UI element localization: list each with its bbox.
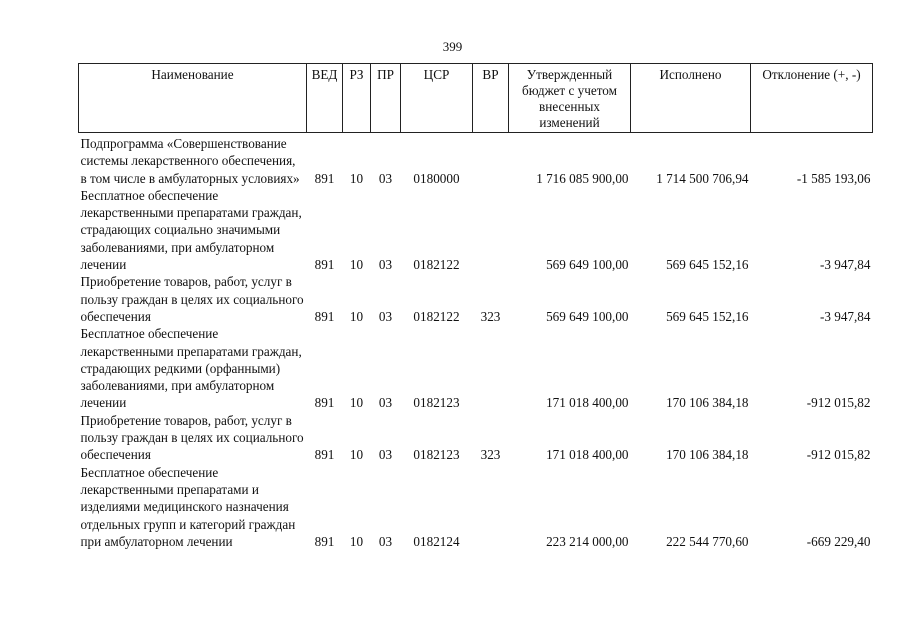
row-approved: 171 018 400,00 (546, 447, 629, 463)
row-pr: 03 (378, 257, 393, 273)
header-name: Наименование (79, 64, 307, 133)
row-csr: 0182123 (413, 395, 460, 411)
header-ved: ВЕД (307, 64, 343, 133)
row-deviation: -912 015,82 (806, 447, 871, 463)
row-name: Бесплатное обеспечение лекарственными препаратами граждан, страдающих социально значимыми заболеваниями, при амбулаторном лечении (80, 187, 302, 273)
header-executed: Исполнено (631, 64, 751, 133)
row-executed: 1 714 500 706,94 (656, 170, 749, 186)
row-ved: 891 (314, 533, 335, 549)
row-executed: 170 106 384,18 (666, 447, 749, 463)
row-deviation: -669 229,40 (806, 533, 871, 549)
table-body (79, 133, 873, 551)
row-executed: 222 544 770,60 (666, 533, 749, 549)
row-executed: 569 645 152,16 (666, 257, 749, 273)
row-vr (473, 187, 509, 273)
row-deviation: -912 015,82 (806, 395, 871, 411)
row-vr: 323 (480, 447, 501, 463)
table-row (79, 325, 873, 411)
header-pr: ПР (371, 64, 401, 133)
row-vr: 323 (480, 308, 501, 324)
header-deviation: Отклонение (+, -) (751, 64, 873, 133)
row-rz: 10 (349, 447, 364, 463)
row-executed: 170 106 384,18 (666, 395, 749, 411)
row-csr: 0182122 (413, 308, 460, 324)
header-approved: Утвержденный бюджет с учетом внесенных изменений (509, 64, 631, 133)
row-rz: 10 (349, 257, 364, 273)
row-rz: 10 (349, 170, 364, 186)
row-pr: 03 (378, 533, 393, 549)
row-executed: 569 645 152,16 (666, 308, 749, 324)
row-approved: 569 649 100,00 (546, 308, 629, 324)
row-pr: 03 (378, 395, 393, 411)
row-ved: 891 (314, 395, 335, 411)
table-row (79, 273, 873, 325)
page-number: 399 (442, 39, 463, 54)
row-csr: 0182122 (413, 257, 460, 273)
row-rz: 10 (349, 308, 364, 324)
table-row (79, 464, 873, 550)
row-csr: 0182123 (413, 447, 460, 463)
header-csr: ЦСР (401, 64, 473, 133)
row-deviation: -3 947,84 (819, 257, 871, 273)
table-row (79, 133, 873, 187)
budget-table (78, 63, 873, 550)
row-pr: 03 (378, 308, 393, 324)
table-row (79, 412, 873, 464)
row-csr: 0182124 (413, 533, 460, 549)
row-deviation: -1 585 193,06 (796, 170, 871, 186)
row-deviation: -3 947,84 (819, 308, 871, 324)
row-approved: 223 214 000,00 (546, 533, 629, 549)
row-rz: 10 (349, 533, 364, 549)
row-vr (473, 325, 509, 411)
row-vr (473, 464, 509, 550)
row-ved: 891 (314, 308, 335, 324)
row-name: Приобретение товаров, работ, услуг в пользу граждан в целях их социального обеспечения (80, 274, 304, 324)
row-rz: 10 (349, 395, 364, 411)
row-pr: 03 (378, 170, 393, 186)
row-name: Бесплатное обеспечение лекарственными препаратами и изделиями медицинского назначения отдельных групп и категорий граждан при амбулаторном лечении (80, 464, 296, 549)
header-rz: РЗ (343, 64, 371, 133)
row-csr: 0180000 (413, 170, 460, 186)
row-vr (473, 133, 509, 187)
table-row (79, 187, 873, 273)
row-name: Приобретение товаров, работ, услуг в пользу граждан в целях их социального обеспечения (80, 412, 304, 463)
header-vr: ВР (473, 64, 509, 133)
row-approved: 171 018 400,00 (546, 395, 629, 411)
table-header (79, 64, 873, 133)
row-ved: 891 (314, 447, 335, 463)
row-name: Бесплатное обеспечение лекарственными препаратами граждан, страдающих редкими (орфанными) заболеваниями, при амбулаторном лечении (80, 326, 302, 411)
row-pr: 03 (378, 447, 393, 463)
row-ved: 891 (314, 257, 335, 273)
row-approved: 569 649 100,00 (546, 257, 629, 273)
row-approved: 1 716 085 900,00 (536, 170, 629, 186)
row-name: Подпрограмма «Совершенствование системы лекарственного обеспечения, в том числе в амбулаторных условиях» (80, 136, 300, 186)
row-ved: 891 (314, 170, 335, 186)
